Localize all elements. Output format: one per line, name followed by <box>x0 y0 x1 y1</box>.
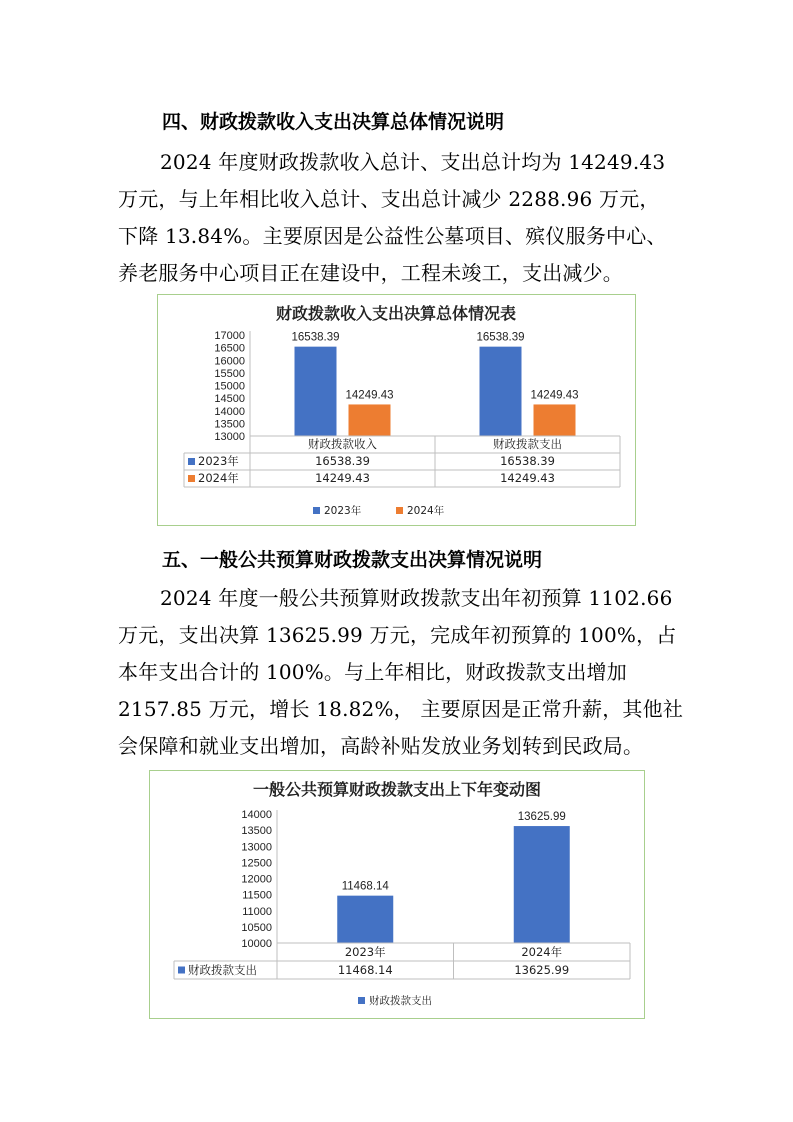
table-legend-key <box>178 967 185 974</box>
section5-line-1: 2024 年度一般公共预算财政拨款支出年初预算 1102.66 <box>160 586 673 610</box>
y-tick-label: 13000 <box>241 841 272 854</box>
section4-line-4: 养老服务中心项目正在建设中，工程未竣工，支出减少。 <box>118 261 623 285</box>
y-tick-label: 12000 <box>241 873 272 886</box>
table-series-name: 2024年 <box>198 471 239 485</box>
y-tick-label: 14000 <box>241 809 272 821</box>
section4-line-3: 下降 13.84%。主要原因是公益性公墓项目、殡仪服务中心、 <box>118 224 667 248</box>
y-tick-label: 10500 <box>241 921 272 934</box>
legend-label: 2023年 <box>324 505 362 517</box>
table-value: 16538.39 <box>500 454 555 468</box>
category-label: 2024年 <box>521 945 563 959</box>
table-value: 14249.43 <box>315 471 370 485</box>
category-label: 财政拨款支出 <box>493 437 562 451</box>
y-tick-label: 16500 <box>214 342 245 355</box>
data-label: 14249.43 <box>530 389 579 402</box>
y-tick-label: 15000 <box>214 380 245 393</box>
bar <box>534 404 576 436</box>
bar <box>514 826 570 943</box>
table-series-name: 2023年 <box>198 454 239 468</box>
data-label: 11468.14 <box>341 880 389 893</box>
section4-line-1: 2024 年度财政拨款收入总计、支出总计均为 14249.43 <box>160 150 666 174</box>
table-series-name: 财政拨款支出 <box>188 963 257 977</box>
legend-key <box>358 997 365 1004</box>
y-tick-label: 14000 <box>214 405 245 418</box>
chart2-title: 一般公共预算财政拨款支出上下年变动图 <box>252 780 542 799</box>
legend-label: 财政拨款支出 <box>369 995 432 1007</box>
table-value: 11468.14 <box>337 963 393 977</box>
y-tick-label: 13500 <box>214 418 245 431</box>
section5-line-4: 2157.85 万元，增长 18.82%， 主要原因是正常升薪，其他社 <box>118 697 684 721</box>
data-label: 16538.39 <box>291 331 340 344</box>
data-label: 14249.43 <box>345 389 394 402</box>
section5-line-2: 万元，支出决算 13625.99 万元，完成年初预算的 100%，占 <box>118 623 677 647</box>
data-label: 16538.39 <box>476 331 525 344</box>
y-tick-label: 14500 <box>214 393 245 406</box>
y-tick-label: 11000 <box>242 905 272 918</box>
bar <box>295 347 337 436</box>
table-legend-key <box>188 475 195 482</box>
y-tick-label: 17000 <box>214 330 245 342</box>
data-label: 13625.99 <box>517 811 566 824</box>
y-tick-label: 10000 <box>241 938 272 950</box>
table-value: 14249.43 <box>500 471 555 485</box>
legend-label: 2024年 <box>407 505 445 517</box>
chart2-frame <box>149 770 645 1019</box>
category-label: 财政拨款收入 <box>308 437 377 451</box>
table-value: 16538.39 <box>315 454 370 468</box>
section4-heading: 四、财政拨款收入支出决算总体情况说明 <box>162 111 505 133</box>
section5-line-5: 会保障和就业支出增加，高龄补贴发放业务划转到民政局。 <box>118 734 644 758</box>
y-tick-label: 15500 <box>214 367 245 380</box>
bar <box>480 347 522 436</box>
category-label: 2023年 <box>344 945 386 959</box>
y-tick-label: 13000 <box>214 431 245 443</box>
legend-key <box>396 507 403 514</box>
section4-line-2: 万元，与上年相比收入总计、支出总计减少 2288.96 万元， <box>118 187 660 211</box>
bar <box>349 404 391 436</box>
y-tick-label: 16000 <box>214 355 245 368</box>
chart1-svg <box>158 295 635 525</box>
y-tick-label: 12500 <box>241 857 272 870</box>
y-tick-label: 13500 <box>241 825 272 838</box>
y-tick-label: 11500 <box>242 889 272 902</box>
bar <box>337 896 393 943</box>
legend-key <box>313 507 320 514</box>
chart1-frame <box>157 294 636 526</box>
chart2-svg <box>150 771 644 1018</box>
section5-heading: 五、一般公共预算财政拨款支出决算情况说明 <box>162 549 543 571</box>
table-value: 13625.99 <box>514 963 570 977</box>
section5-line-3: 本年支出合计的 100%。与上年相比，财政拨款支出增加 <box>118 660 627 684</box>
table-legend-key <box>188 458 195 465</box>
chart1-title: 财政拨款收入支出决算总体情况表 <box>275 304 517 323</box>
